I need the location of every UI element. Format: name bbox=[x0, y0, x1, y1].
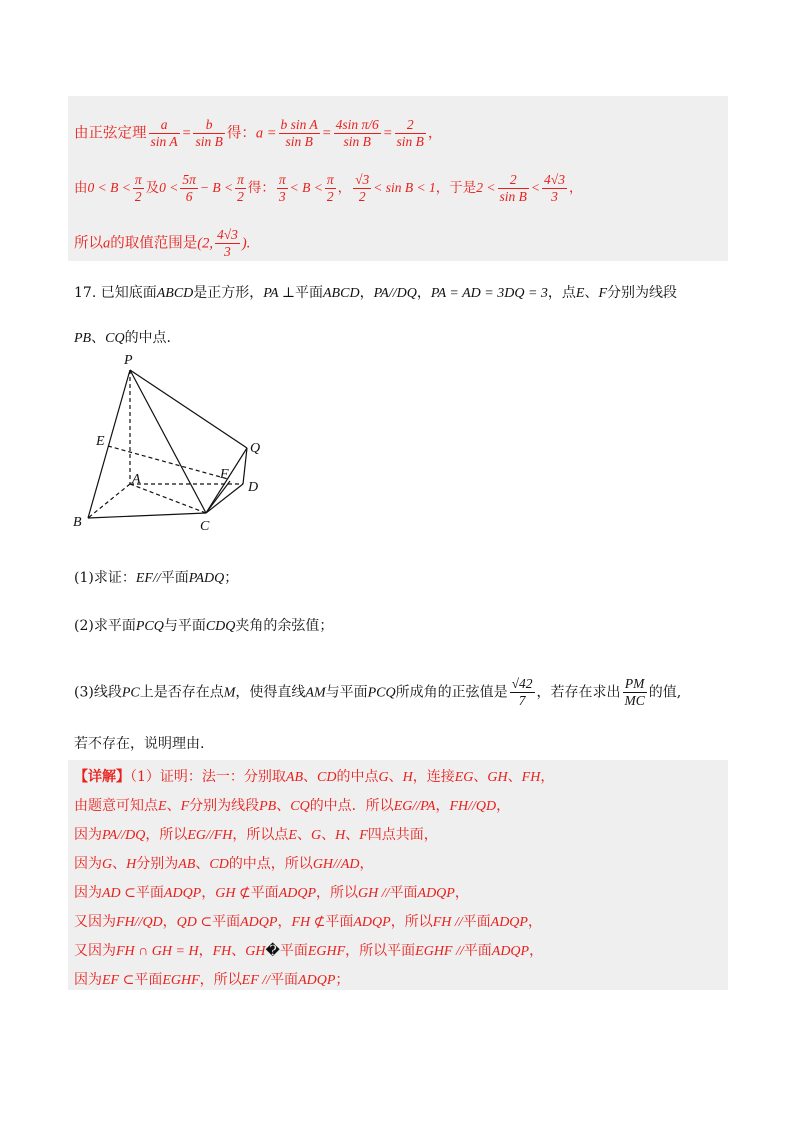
text: 、 bbox=[91, 330, 106, 346]
text: � bbox=[265, 943, 280, 959]
fraction bbox=[279, 117, 320, 150]
text: 、 bbox=[388, 769, 403, 785]
math: F bbox=[359, 828, 368, 843]
text: ， bbox=[201, 885, 216, 901]
pyramid-figure bbox=[70, 350, 280, 535]
text: 分别为 bbox=[136, 856, 179, 872]
text: ，点 bbox=[547, 285, 576, 301]
text: 、 bbox=[166, 798, 181, 814]
denominator: 3 bbox=[551, 189, 558, 204]
fraction bbox=[193, 117, 224, 150]
edge-BC bbox=[88, 513, 206, 518]
text: 、 bbox=[584, 285, 599, 301]
denominator: sin A bbox=[150, 134, 178, 149]
part-3 bbox=[74, 676, 681, 709]
fraction bbox=[133, 172, 144, 205]
problem-line-2 bbox=[74, 328, 171, 349]
math: 0 < bbox=[159, 180, 179, 195]
fraction bbox=[353, 172, 371, 205]
text: ， bbox=[427, 125, 443, 142]
denominator: sin B bbox=[499, 189, 527, 204]
numerator: 4√3 bbox=[216, 227, 238, 242]
math: ADQP bbox=[298, 973, 336, 988]
fraction bbox=[180, 172, 198, 205]
text: ， bbox=[435, 798, 450, 814]
math: GH ⊄ bbox=[215, 886, 251, 901]
text: 、 bbox=[112, 856, 127, 872]
label-F: F bbox=[220, 467, 229, 482]
text: ， bbox=[359, 856, 374, 872]
text: 、 bbox=[507, 769, 522, 785]
text: 得： bbox=[247, 180, 275, 196]
text: 的中点，所以 bbox=[228, 856, 313, 872]
math: EGHF // bbox=[415, 944, 464, 959]
numerator: 4sin π/6 bbox=[335, 117, 379, 132]
denominator: 2 bbox=[326, 189, 334, 204]
math: CD bbox=[317, 770, 337, 785]
detail-line-2 bbox=[74, 796, 510, 817]
math: PA//DQ bbox=[373, 286, 417, 301]
numerator: √42 bbox=[511, 676, 533, 691]
label-P: P bbox=[124, 353, 133, 368]
problem-line-1 bbox=[74, 283, 677, 304]
numerator: a bbox=[149, 117, 180, 134]
math: GH bbox=[245, 944, 266, 959]
denominator: 7 bbox=[518, 693, 526, 708]
text: ， bbox=[527, 914, 542, 930]
text: ， bbox=[359, 285, 374, 301]
problem-number: 17. bbox=[74, 285, 97, 301]
text: ，所以 bbox=[145, 827, 188, 843]
edge-PC bbox=[130, 370, 206, 513]
math: F bbox=[180, 799, 190, 814]
math: AM bbox=[305, 685, 326, 701]
text: 、 bbox=[296, 827, 311, 843]
math: H bbox=[402, 770, 413, 785]
numerator: 2 bbox=[395, 117, 426, 134]
text: （1）证明：法一：分别取 bbox=[130, 769, 286, 785]
text: 的取值范围是 bbox=[110, 235, 198, 252]
numerator: b bbox=[193, 117, 224, 134]
math: EG bbox=[454, 770, 474, 785]
math: GH // bbox=[358, 886, 390, 901]
text: ； bbox=[224, 570, 239, 586]
text: 、 bbox=[345, 827, 360, 843]
text: 平面 bbox=[463, 943, 492, 959]
text: 所成角的正弦值是 bbox=[395, 684, 508, 701]
math: GH bbox=[487, 770, 508, 785]
text: 的中点．所以 bbox=[309, 798, 394, 814]
math: EG//PA bbox=[393, 799, 436, 814]
text: 的中点. bbox=[124, 330, 172, 346]
detail-line-7 bbox=[74, 941, 543, 962]
text: 因为 bbox=[74, 827, 102, 843]
text: 平面 bbox=[295, 285, 323, 301]
numerator: π bbox=[237, 172, 244, 187]
solution-line-2 bbox=[74, 172, 582, 205]
text: 平面 bbox=[134, 972, 163, 988]
math: QD ⊂ bbox=[176, 915, 213, 930]
math: G bbox=[378, 770, 389, 785]
detail-line-3 bbox=[74, 825, 438, 846]
text: 夹角的余弦值； bbox=[235, 618, 334, 634]
text: 因为 bbox=[74, 856, 102, 872]
denominator: sin B bbox=[343, 134, 371, 149]
fraction bbox=[215, 227, 240, 260]
text: ； bbox=[335, 972, 350, 988]
text: 因为 bbox=[74, 972, 102, 988]
text: 得： bbox=[226, 125, 256, 142]
denominator: MC bbox=[624, 693, 645, 708]
text: ，所以平面 bbox=[345, 943, 416, 959]
denominator: 6 bbox=[185, 189, 193, 204]
text: 、 bbox=[321, 827, 336, 843]
numerator: π bbox=[326, 172, 334, 187]
fraction bbox=[149, 117, 180, 150]
math: FH//QD bbox=[116, 915, 163, 930]
label-D: D bbox=[248, 480, 259, 495]
text: 、 bbox=[276, 798, 291, 814]
numerator: 2 bbox=[498, 172, 529, 189]
text: 是正方形， bbox=[193, 285, 264, 301]
math: E bbox=[158, 799, 167, 814]
numerator: 5π bbox=[182, 172, 196, 187]
math: < sin B < 1 bbox=[373, 180, 436, 195]
text: 所以 bbox=[74, 235, 103, 252]
text: (2)求平面 bbox=[74, 618, 136, 634]
text: 因为 bbox=[74, 885, 102, 901]
detail-line-4 bbox=[74, 854, 373, 875]
math: GH//AD bbox=[312, 857, 360, 872]
numerator: 4√3 bbox=[544, 172, 565, 187]
edge-AC bbox=[130, 484, 206, 513]
text: 平面 bbox=[389, 885, 418, 901]
numerator: b sin A bbox=[280, 117, 318, 132]
text: 、 bbox=[473, 769, 488, 785]
denominator: sin B bbox=[396, 134, 424, 149]
math: EGHF bbox=[162, 973, 200, 988]
text: ，若存在求出 bbox=[536, 684, 621, 701]
edge-PB bbox=[88, 370, 130, 518]
numerator: PM bbox=[623, 676, 647, 693]
denominator: 2 bbox=[237, 189, 244, 204]
detail-line-1 bbox=[74, 767, 554, 788]
fraction bbox=[542, 172, 567, 205]
math: PCQ bbox=[367, 685, 396, 701]
math: PA ⊥ bbox=[263, 286, 295, 301]
fraction bbox=[498, 172, 529, 205]
part-1 bbox=[74, 568, 238, 589]
fraction bbox=[334, 117, 381, 150]
edge-PQ bbox=[130, 370, 247, 448]
text: 又因为 bbox=[74, 914, 116, 930]
math: PB bbox=[259, 799, 277, 814]
text: ， bbox=[162, 914, 177, 930]
math: G bbox=[310, 828, 322, 843]
math: ). bbox=[241, 235, 251, 252]
label-Q: Q bbox=[250, 441, 261, 456]
math: (2, bbox=[197, 235, 213, 252]
text: ， bbox=[496, 798, 511, 814]
math: PADQ bbox=[188, 571, 225, 586]
solution-line-3 bbox=[74, 227, 250, 260]
text: 平面 bbox=[160, 570, 189, 586]
text: 平面 bbox=[135, 885, 164, 901]
text: (1)求证： bbox=[74, 570, 136, 586]
math: = bbox=[181, 125, 192, 142]
math: ADQP bbox=[490, 915, 528, 930]
text: ，使得直线 bbox=[235, 684, 306, 701]
fraction bbox=[510, 676, 535, 709]
text: 与平面 bbox=[163, 618, 206, 634]
fraction bbox=[395, 117, 426, 150]
math: 2 < bbox=[476, 180, 496, 195]
fraction bbox=[623, 676, 647, 709]
text: 与平面 bbox=[325, 684, 368, 701]
math: ADQP bbox=[163, 886, 202, 901]
math: G bbox=[102, 857, 113, 872]
detail-line-8 bbox=[74, 970, 349, 991]
text: 、 bbox=[195, 856, 210, 872]
math: ABCD bbox=[156, 286, 194, 301]
text: 又因为 bbox=[74, 943, 116, 959]
text: 平面 bbox=[462, 914, 491, 930]
numerator: π bbox=[278, 172, 286, 187]
math: CDQ bbox=[205, 619, 236, 634]
part-2 bbox=[74, 616, 333, 637]
detail-tag: 【详解】 bbox=[74, 769, 130, 785]
text: 平面 bbox=[279, 943, 308, 959]
text: 由 bbox=[74, 180, 88, 196]
label-B: B bbox=[73, 515, 82, 530]
math: AD ⊂ bbox=[102, 886, 136, 901]
text: ， bbox=[198, 943, 213, 959]
text: ，所以 bbox=[199, 972, 242, 988]
math: E bbox=[288, 828, 297, 843]
edge-EF bbox=[108, 446, 228, 479]
math: CD bbox=[209, 857, 229, 872]
math: EF ⊂ bbox=[102, 973, 135, 988]
denominator: sin B bbox=[195, 134, 223, 149]
math: FH ∩ GH = H bbox=[116, 944, 199, 959]
math: PB bbox=[74, 331, 92, 346]
text: 由正弦定理 bbox=[74, 125, 147, 142]
text: 平面 bbox=[325, 914, 354, 930]
math: AB bbox=[285, 770, 304, 785]
detail-line-5 bbox=[74, 883, 469, 904]
math: ADQP bbox=[240, 915, 278, 930]
math: PC bbox=[121, 685, 140, 701]
denominator: 3 bbox=[278, 189, 286, 204]
math: − B < bbox=[199, 180, 234, 195]
fraction bbox=[235, 172, 246, 205]
text: 平面 bbox=[212, 914, 241, 930]
math: CQ bbox=[290, 799, 310, 814]
denominator: 3 bbox=[224, 244, 231, 259]
label-E: E bbox=[96, 434, 105, 449]
math: ABCD bbox=[323, 286, 360, 301]
math: FH//QD bbox=[449, 799, 497, 814]
math: ADQP bbox=[417, 886, 455, 901]
math: ADQP bbox=[353, 915, 391, 930]
math: < B < bbox=[289, 180, 323, 195]
text: 四点共面， bbox=[367, 827, 438, 843]
text: ， bbox=[454, 885, 469, 901]
math: FH bbox=[521, 770, 541, 785]
math: CQ bbox=[105, 331, 125, 346]
text: 已知底面 bbox=[100, 285, 157, 301]
text: ， bbox=[416, 285, 431, 301]
text: 的值, bbox=[648, 684, 682, 701]
text: ， bbox=[277, 914, 292, 930]
text: ， bbox=[540, 769, 555, 785]
math: EF // bbox=[241, 973, 271, 988]
math: E bbox=[575, 286, 585, 301]
text: 平面 bbox=[250, 885, 279, 901]
text: ，于是 bbox=[435, 180, 477, 196]
edge-AB bbox=[88, 484, 130, 518]
math: FH ⊄ bbox=[291, 915, 326, 930]
text: 若不存在，说明理由. bbox=[74, 736, 205, 752]
math: PA//DQ bbox=[102, 828, 146, 843]
label-A: A bbox=[132, 472, 141, 487]
text: ，所以 bbox=[316, 885, 359, 901]
detail-line-6 bbox=[74, 912, 542, 933]
text: 的中点 bbox=[336, 769, 379, 785]
solution-line-1: 由正弦定理 $\frac{a}{\text{sin A}}$ = $\frac{b}{\text{sin B}}$ 得：a = $\frac{\text{b sin A}}{\text{sin B}}$ = $\frac{\text{4sin π/6}}{\text{sin B}}$ = $\frac{2}{\text{sin B}}$ ， bbox=[74, 117, 443, 149]
text: 、 bbox=[231, 943, 246, 959]
text: 上是否存在点 bbox=[139, 684, 224, 701]
text: 、 bbox=[303, 769, 318, 785]
text: 分别为线段 bbox=[189, 798, 260, 814]
math: PCQ bbox=[135, 619, 164, 634]
math: H bbox=[335, 828, 346, 843]
text: ，连接 bbox=[412, 769, 455, 785]
text: ， bbox=[529, 943, 544, 959]
denominator: sin B bbox=[285, 134, 313, 149]
math: M bbox=[223, 685, 236, 701]
text: 分别为线段 bbox=[607, 285, 678, 301]
math: ADQP bbox=[491, 944, 530, 959]
fraction bbox=[325, 172, 336, 205]
math: FH bbox=[212, 944, 232, 959]
denominator: 2 bbox=[358, 189, 366, 204]
text: ，所以点 bbox=[232, 827, 289, 843]
denominator: 2 bbox=[134, 189, 142, 204]
math: < bbox=[530, 180, 541, 195]
numerator: √3 bbox=[355, 172, 370, 187]
math: a = bbox=[255, 125, 277, 142]
math: AB bbox=[178, 857, 196, 872]
text: 由题意可知点 bbox=[74, 798, 158, 814]
fraction bbox=[277, 172, 288, 205]
math: FH // bbox=[432, 915, 463, 930]
math: H bbox=[126, 857, 137, 872]
text: ， bbox=[337, 180, 352, 196]
text: ， bbox=[568, 180, 583, 196]
math: EF// bbox=[135, 571, 161, 586]
text: 平面 bbox=[270, 972, 299, 988]
part-3-tail bbox=[74, 734, 204, 754]
text: 及 bbox=[145, 180, 160, 196]
math: 0 < B < bbox=[87, 180, 131, 195]
math: EGHF bbox=[307, 944, 346, 959]
text: (3)线段 bbox=[74, 684, 122, 701]
math: EG//FH bbox=[187, 828, 233, 843]
label-C: C bbox=[200, 519, 210, 534]
math: F bbox=[598, 286, 608, 301]
math: PA = AD = 3DQ = 3 bbox=[430, 286, 548, 301]
math: a bbox=[103, 235, 111, 252]
numerator: π bbox=[134, 172, 142, 187]
math: ADQP bbox=[278, 886, 317, 901]
text: ，所以 bbox=[390, 914, 433, 930]
